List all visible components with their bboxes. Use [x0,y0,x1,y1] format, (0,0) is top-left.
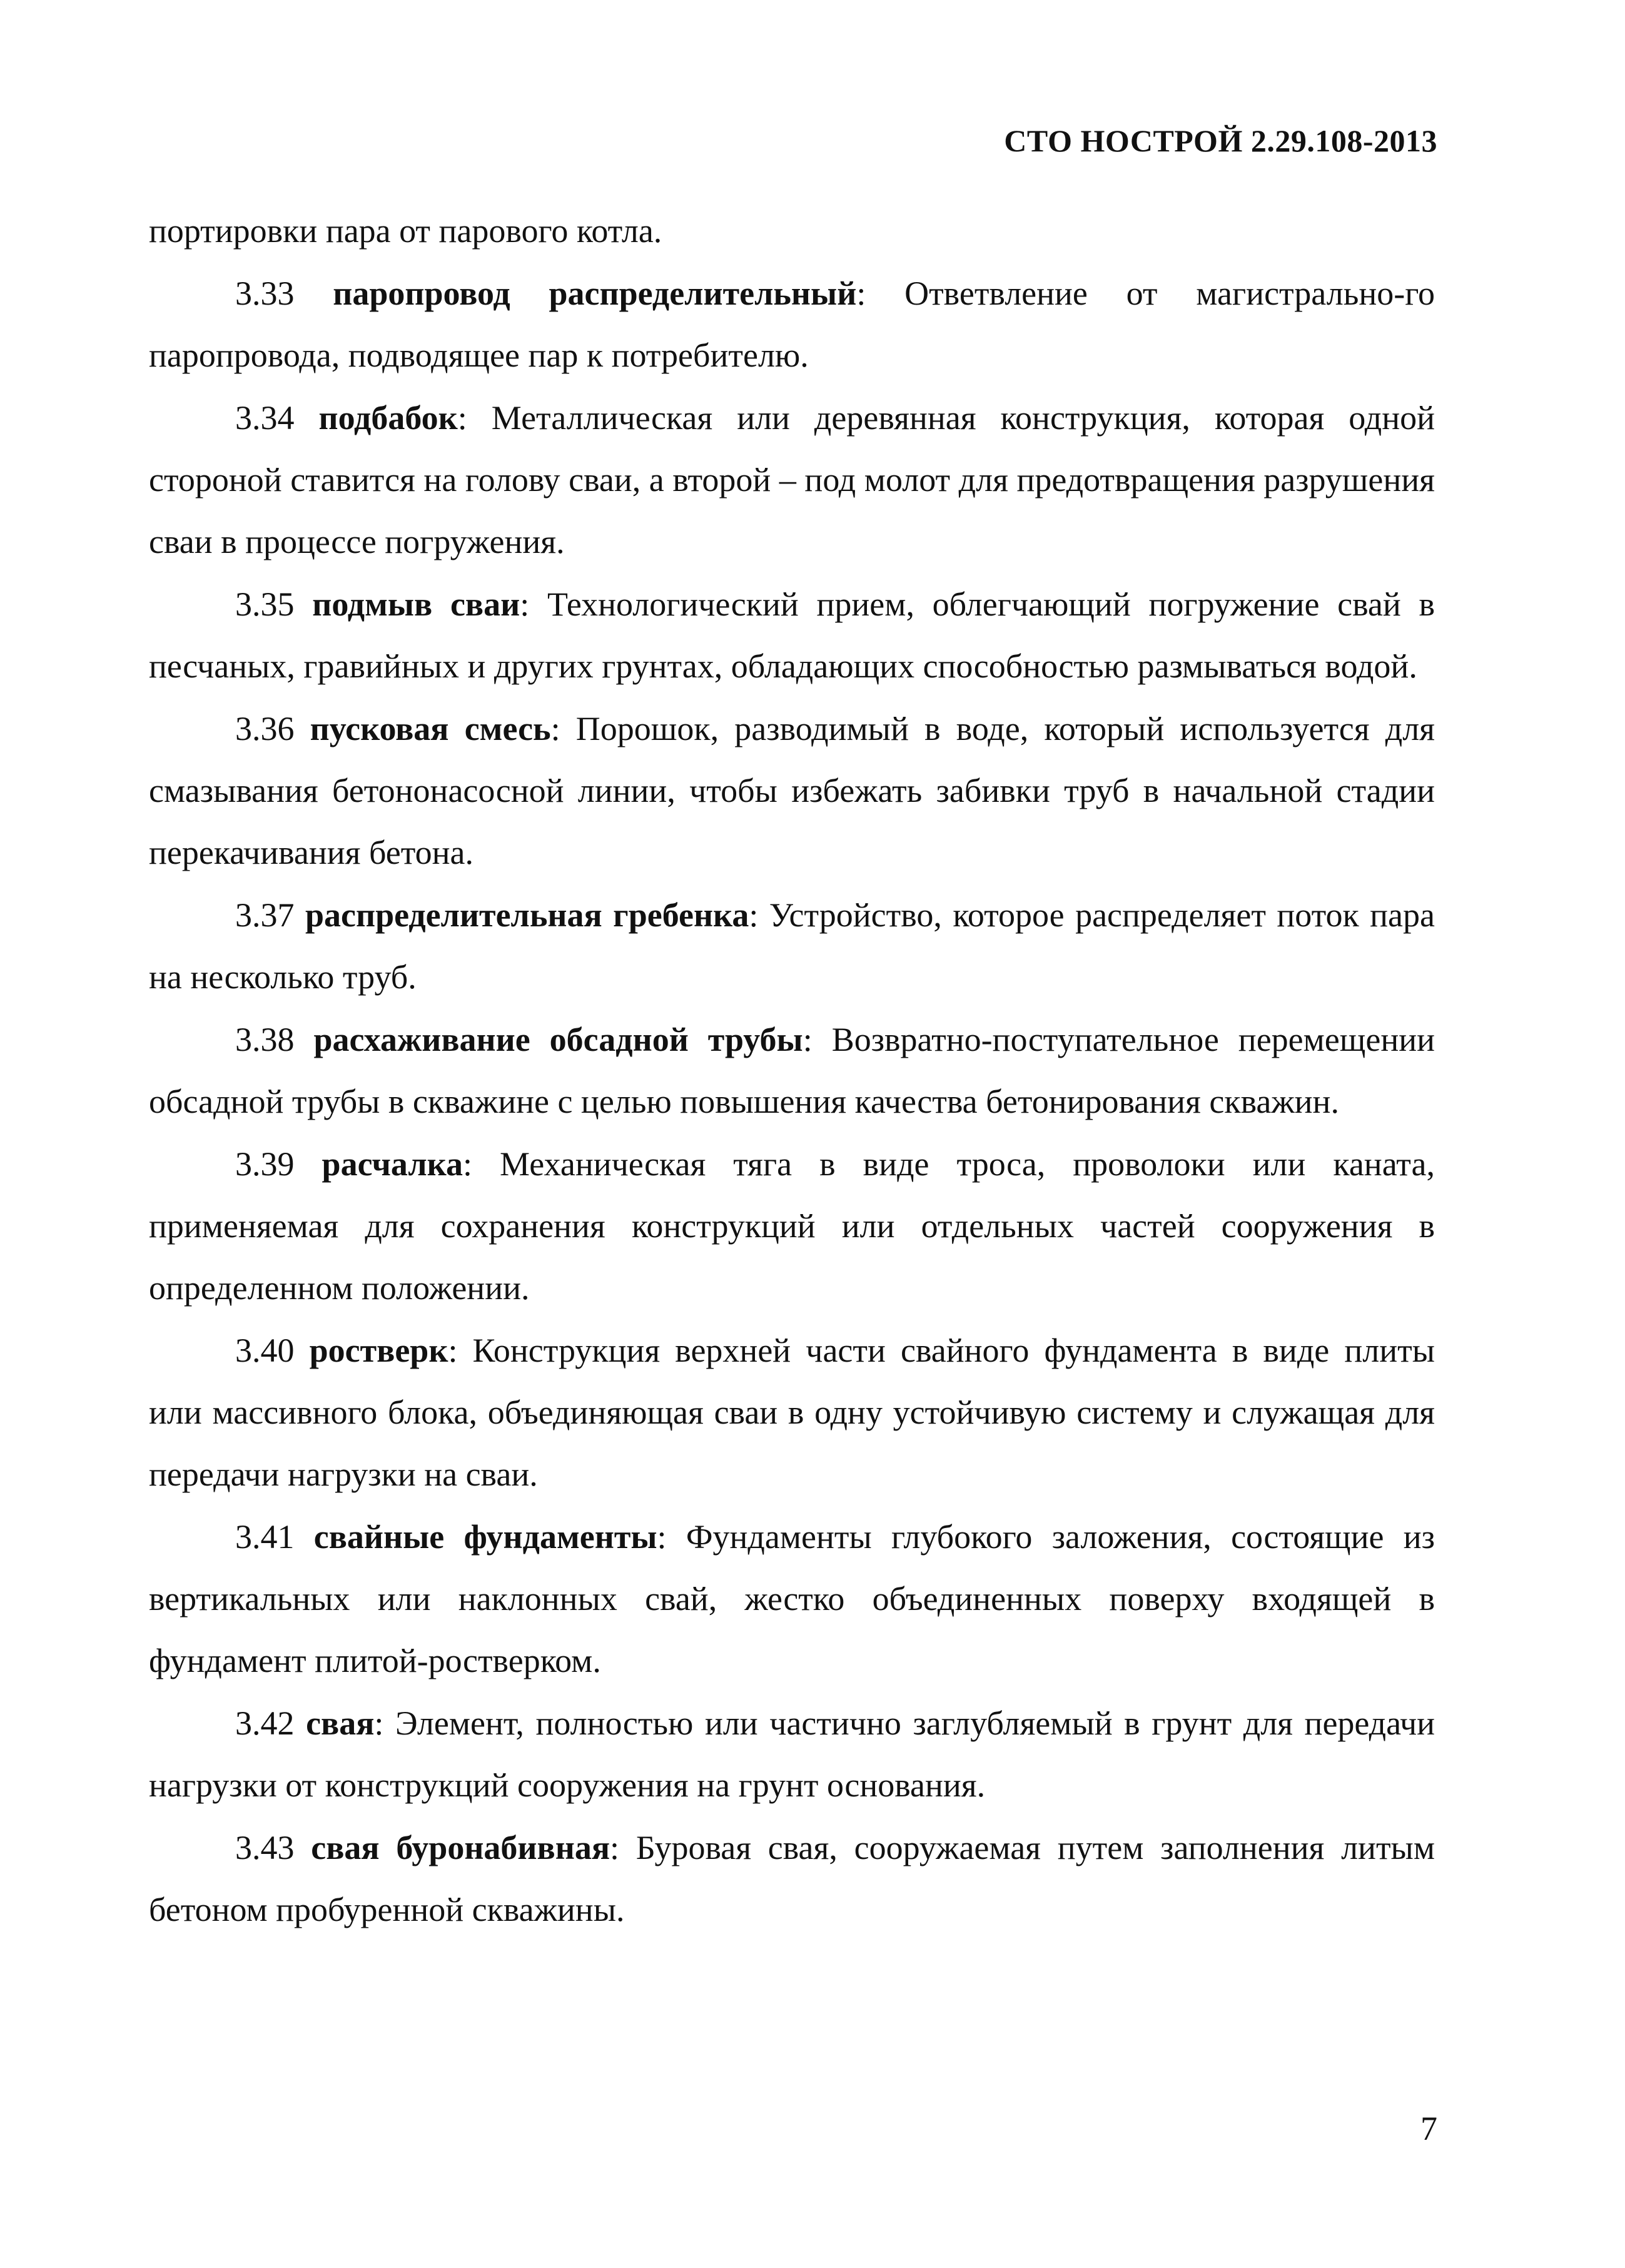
definition-3-34 [149,387,1435,573]
entry-number: 3.34 [235,399,295,437]
continuation-paragraph: портировки пара от парового котла. [149,212,662,250]
entry-definition: : Фундаменты глубокого заложения, состоящие из вертикальных или наклонных свай, жестко объединенных поверху входящей в фундамент плитой-ростверком. [149,1518,1435,1679]
entry-term: паропровод распределительный [333,275,857,312]
entry-number: 3.36 [235,710,295,747]
definition-3-37 [149,884,1435,1008]
entry-term: подмыв сваи [312,585,520,623]
entry-definition: : Устройство, которое распределяет поток пара на несколько труб. [149,896,1435,996]
entry-number: 3.41 [235,1518,295,1556]
definition-3-36 [149,698,1435,884]
entry-number: 3.37 [235,896,295,934]
entry-term: свая буронабивная [311,1829,610,1866]
entry-definition: : Конструкция верхней части свайного фундамента в виде плиты или массивного блока, объединяющая сваи в одну устойчивую систему и служащая для передачи нагрузки на сваи. [149,1332,1435,1493]
definition-3-42 [149,1693,1435,1816]
entry-definition: : Возвратно-поступательное перемещении обсадной трубы в скважине с целью повышения качества бетонирования скважин. [149,1021,1435,1120]
entry-number: 3.38 [235,1021,295,1058]
entry-term: свайные фундаменты [313,1518,657,1556]
entry-term: расчалка [321,1145,463,1183]
entry-term: ростверк [309,1332,448,1369]
entry-term: распределительная гребенка [305,896,749,934]
entry-term: пусковая смесь [310,710,551,747]
definition-3-38 [149,1009,1435,1133]
entry-number: 3.40 [235,1332,295,1369]
entry-number: 3.43 [235,1829,295,1866]
definition-3-35 [149,574,1435,697]
document-code-header: СТО НОСТРОЙ 2.29.108-2013 [1004,123,1437,158]
entry-definition: : Металлическая или деревянная конструкция, которая одной стороной ставится на голову сваи, а второй – под молот для предотвращения разрушения сваи в процессе погружения. [149,399,1435,560]
entry-number: 3.33 [235,275,295,312]
page-number: 7 [1420,2110,1437,2147]
entry-definition: : Элемент, полностью или частично заглубляемый в грунт для передачи нагрузки от конструкций сооружения на грунт основания. [149,1704,1435,1804]
definition-3-39 [149,1133,1435,1319]
entry-term: расхаживание обсадной трубы [313,1021,803,1058]
definition-3-33 [149,263,1435,387]
entry-definition: : Технологический прием, облегчающий погружение свай в песчаных, гравийных и других грунтах, обладающих способностью размываться водой. [149,585,1435,685]
entry-definition: : Ответвление от магистрально-го паропровода, подводящее пар к потребителю. [149,275,1435,374]
entry-number: 3.42 [235,1704,295,1742]
definition-3-40 [149,1320,1435,1506]
entry-number: 3.35 [235,585,295,623]
entry-definition: : Механическая тяга в виде троса, проволоки или каната, применяемая для сохранения конструкций или отдельных частей сооружения в определенном положении. [149,1145,1435,1307]
document-body [149,200,1435,1941]
definition-3-41 [149,1506,1435,1692]
entry-definition: : Порошок, разводимый в воде, который используется для смазывания бетононасосной линии, чтобы избежать забивки труб в начальной стадии перекачивания бетона. [149,710,1435,871]
entry-term: свая [306,1704,375,1742]
entry-number: 3.39 [235,1145,295,1183]
entry-term: подбабок [318,399,458,437]
definition-3-43 [149,1817,1435,1941]
entry-definition: : Буровая свая, сооружаемая путем заполнения литым бетоном пробуренной скважины. [149,1829,1435,1928]
